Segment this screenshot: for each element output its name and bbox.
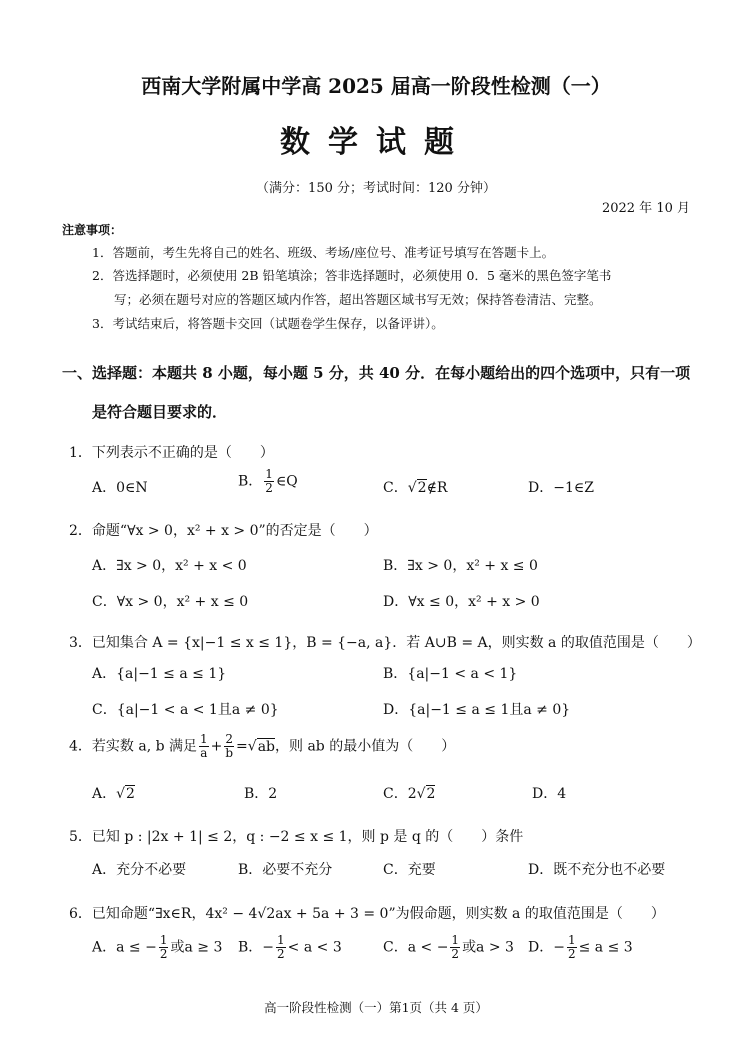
section-title-continuation: 是符合题目要求的．	[92, 403, 228, 421]
radical-sign: √	[416, 786, 426, 802]
question-6-option-b	[238, 934, 342, 961]
question-5-option-d: D．既不充分也不必要	[528, 862, 666, 878]
exam-title: 西南大学附属中学高 2025 届高一阶段性检测（一）	[141, 74, 611, 98]
question-5-option-c: C．充要	[383, 862, 436, 878]
fraction-denominator: a	[200, 746, 208, 760]
option-label: B．	[238, 473, 263, 490]
fraction-denominator: 2	[265, 481, 273, 495]
question-1-option-c	[383, 477, 447, 497]
fraction-denominator: 2	[277, 947, 285, 961]
question-5-stem: 5．已知 p : |2x + 1| ≤ 2，q : −2 ≤ x ≤ 1，则 p 是 q 的（ ）条件	[69, 829, 524, 845]
question-4-option-b: B．2	[244, 786, 278, 802]
fraction-numerator: 1	[451, 933, 460, 947]
question-5-option-a: A．充分不必要	[92, 862, 187, 878]
fraction-denominator: 2	[159, 947, 168, 961]
fraction	[224, 733, 234, 760]
note-item: 1．答题前，考生先将自己的姓名、班级、考场/座位号、准考证号填写在答题卡上。	[92, 245, 555, 260]
radicand: 2	[126, 786, 135, 802]
radicand: ab	[257, 738, 276, 755]
question-4-stem	[69, 733, 455, 760]
question-6-stem: 6．已知命题“∃x∈R，4x² − 4√2ax + 5a + 3 = 0”为假命题，则实数 a 的取值范围是（ ）	[69, 906, 665, 922]
option-suffix: 或a > 3	[462, 939, 514, 956]
score-info: （满分：150 分；考试时间：120 分钟）	[256, 181, 496, 196]
note-item: 3．考试结束后，将答题卡交回（试题卷学生保存，以备评讲）。	[92, 316, 444, 331]
question-1-option-d: D．−1∈Z	[528, 480, 594, 496]
fraction-numerator: 1	[567, 933, 576, 947]
option-label: C．	[383, 480, 408, 496]
question-3-stem: 3．已知集合 A = {x|−1 ≤ x ≤ 1}，B = {−a, a}．若 A∪B = A，则实数 a 的取值范围是（ ）	[69, 635, 701, 651]
question-2-option-a: A．∃x > 0，x² + x < 0	[92, 558, 247, 574]
radicand: 2	[426, 786, 436, 802]
question-2-stem: 2．命题“∀x > 0，x² + x > 0”的否定是（ ）	[69, 523, 378, 539]
notes-heading: 注意事项：	[62, 223, 123, 237]
fraction	[450, 934, 460, 961]
subject-title: 数学试题	[280, 125, 472, 160]
fraction-numerator: 1	[159, 933, 168, 947]
note-item-continuation: 写；必须在题号对应的答题区域内作答，超出答题区域书写无效；保持答卷清洁、完整。	[114, 292, 602, 307]
option-suffix: ≤ a ≤ 3	[578, 939, 633, 956]
option-label: C．2	[383, 786, 417, 802]
radical-sign: √	[407, 480, 417, 496]
question-2-option-d: D．∀x ≤ 0，x² + x > 0	[383, 594, 540, 610]
option-label: A．	[92, 786, 117, 802]
question-1-stem: 1．下列表示不正确的是（ ）	[69, 445, 274, 461]
option-suffix: < a < 3	[287, 939, 342, 956]
question-3-option-a: A．{a|−1 ≤ a ≤ 1}	[92, 666, 227, 682]
fraction-numerator: 1	[265, 467, 273, 481]
exam-date: 2022 年 10 月	[601, 201, 690, 216]
stem-text: 4．若实数 a, b 满足	[69, 738, 198, 755]
question-1-option-b	[238, 468, 298, 495]
option-prefix: A．a ≤ −	[92, 939, 157, 956]
operator: =	[236, 738, 248, 755]
fraction-numerator: 1	[200, 732, 208, 746]
radical-sign: √	[247, 738, 257, 755]
question-6-option-c	[383, 934, 514, 961]
fraction	[276, 934, 286, 961]
stem-text: ，则 ab 的最小值为（ ）	[275, 738, 456, 755]
fraction-denominator: 2	[451, 947, 460, 961]
question-3-option-b: B．{a|−1 < a < 1}	[383, 666, 518, 682]
question-2-option-b: B．∃x > 0，x² + x ≤ 0	[383, 558, 538, 574]
option-prefix: D．−	[528, 939, 565, 956]
option-suffix: 或a ≥ 3	[170, 939, 223, 956]
option-tail: ∈Q	[275, 473, 298, 490]
option-prefix: C．a < −	[383, 939, 449, 956]
radical-sign: √	[116, 786, 126, 802]
fraction	[264, 468, 274, 495]
radicand: 2	[417, 480, 427, 496]
question-3-option-c: C．{a|−1 < a < 1且a ≠ 0}	[92, 702, 279, 718]
fraction	[199, 733, 209, 760]
fraction-numerator: 1	[277, 933, 285, 947]
section-title: 一、选择题：本题共 8 小题，每小题 5 分，共 40 分．在每小题给出的四个选项中，只有一项	[62, 364, 691, 382]
question-6-option-a	[92, 934, 222, 961]
question-3-option-d: D．{a|−1 ≤ a ≤ 1且a ≠ 0}	[383, 702, 571, 718]
question-4-option-a	[92, 783, 135, 803]
question-5-option-b: B．必要不充分	[238, 862, 333, 878]
fraction-denominator: 2	[567, 947, 576, 961]
question-2-option-c: C．∀x > 0，x² + x ≤ 0	[92, 594, 249, 610]
fraction-denominator: b	[225, 746, 234, 760]
page-footer: 高一阶段性检测（一）第1页（共 4 页）	[264, 1000, 488, 1015]
fraction	[159, 934, 169, 961]
question-6-option-d	[528, 934, 633, 961]
operator: +	[210, 738, 223, 755]
fraction	[567, 934, 577, 961]
option-tail: ∉R	[426, 480, 448, 496]
fraction-numerator: 2	[225, 732, 234, 746]
note-item: 2．答选择题时，必须使用 2B 铅笔填涂；答非选择题时，必须使用 0．5 毫米的黑色签字笔书	[92, 268, 612, 283]
question-4-option-c	[383, 783, 435, 803]
question-4-option-d: D．4	[532, 786, 567, 802]
question-1-option-a: A．0∈N	[92, 480, 148, 496]
option-prefix: B．−	[238, 939, 275, 956]
